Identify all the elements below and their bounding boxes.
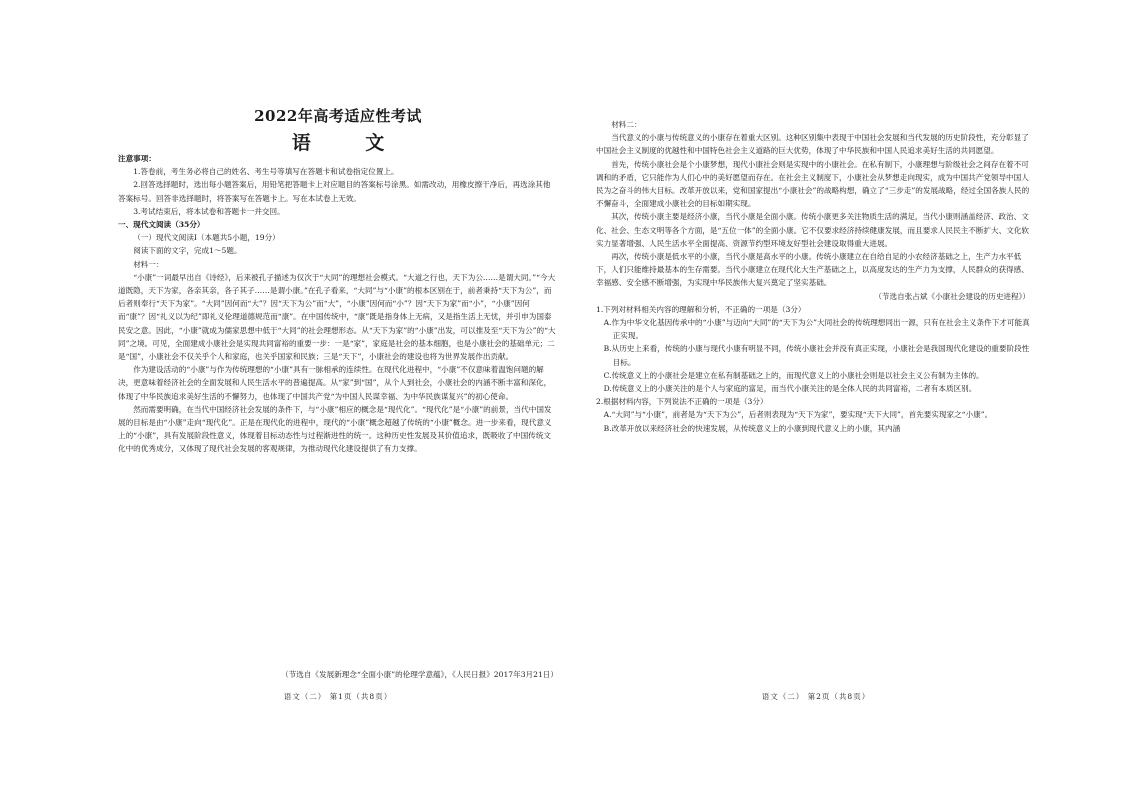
- exam-subject: 语 文: [291, 132, 409, 154]
- body-paragraph: 当代意义的小康与传统意义的小康存在着重大区别。这种区别集中表现于中国社会发展和当代发展的历史阶段性，充分彰显了中国社会主义制度的优越性和中国特色社会主义道路的巨大优势，体现了中华民族和中国人民追求美好生活的共同愿望。: [596, 133, 1029, 156]
- body-paragraph: 首先，传统小康社会是个小康梦想，现代小康社会则是实现中的小康社会。在私有制下，小康理想与阶级社会之间存在着不可调和的矛盾，它只能作为人们心中的美好愿望而存在。在社会主义制度下，小康社会从梦想走向现实，成为中国共产党领导中国人民为之奋斗的伟大目标。改革开放以来，党和国家提出“小康社会”的战略构想，确立了“三步走”的发展战略，经过全国各族人民的不懈奋斗，全面建成小康社会的目标如期实现。: [596, 159, 1030, 209]
- question-option: A.“大同”与“小康”，前者是为“天下为公”，后者则表现为“天下为家”，要实现“天下大同”，首先要实现家之“小康”。: [603, 410, 993, 420]
- source-citation: （节选自《发展新理念“全面小康”的伦理学意蕴》，《人民日报》2017年3月21日）: [281, 670, 558, 679]
- question-option: A.作为中华文化基因传承中的“小康”与迈向“大同”的“天下为公”大同社会的传统理想同出一源，只有在社会主义条件下才可能真正实现。: [603, 318, 1030, 341]
- instruction-text: 阅读下面的文字，完成1～5题。: [133, 246, 242, 256]
- body-paragraph: 其次，传统小康主要是经济小康，当代小康是全面小康。传统小康更多关注物质生活的满足，当代小康则涵盖经济、政治、文化、社会、生态文明等各个方面，是“五位一体”的全面小康。它不仅要求经济持续健康发展，而且要求人民民主不断扩大、文化软实力显著增强、人民生活水平全面提高、资源节约型环境友好型社会建设取得重大进展。: [596, 212, 1030, 248]
- source-citation: （节选自张占斌《小康社会建设的历史进程》）: [874, 291, 1030, 301]
- body-paragraph: 作为建设活动的“小康”与作为传统理想的“小康”具有一脉相承的连续性。在现代化进程中，“小康”不仅意味着温饱问题的解决，更意味着经济社会的全面发展和人民生活水平的普遍提高。从“家”到“国”，从个人到社会，小康社会的内涵不断丰富和深化，体现了中华民族追求美好生活的不懈努力，也体现了中国共产党“为中国人民谋幸福、为中华民族谋复兴”的初心使命。: [118, 365, 552, 401]
- subsection-heading: （一）现代文阅读Ⅰ（本题共5小题，19分）: [133, 233, 280, 243]
- exam-title: 2022年高考适应性考试: [254, 107, 422, 125]
- page-footer: 语文（二） 第2页（共8页）: [761, 692, 871, 701]
- body-paragraph: “小康”一词最早出自《诗经》，后来被孔子描述为仅次于“大同”的理想社会模式。“大道之行也，天下为公……是谓大同。”“今大道既隐，天下为家，各亲其亲，各子其子……是谓小康。”在孔子看来，“大同”与“小康”的根本区别在于，前者秉持“天下为公”，而后者则奉行“天下为家”。“大同”因何而“大”？因“天下为公”而“大”，“小康”因何而“小”？因“天下为家”而“小”，“小康”因何而“康”？因“礼义以为纪”即礼义伦理道德规范而“康”。在中国传统中，“康”既是指身体上无病，又是指生活上无忧，并引申为国泰民安之意。因此，“小康”就成为儒家思想中低于“大同”的社会理想形态。从“天下为家”的“小康”出发，可以推及至“天下为公”的“大同”之境。可见，全面建成小康社会是实现共同富裕的重要一步：一是“家”，家庭是社会的基本细胞，也是小康社会的基础单元；二是“国”，小康社会不仅关乎个人和家庭，也关乎国家和民族；三是“天下”，小康社会的建设也将为世界发展作出贡献。: [118, 272, 556, 362]
- right-body: [596, 118, 1036, 683]
- question-stem: 2.根据材料内容，下列说法不正确的一项是（3分）: [596, 397, 768, 407]
- material-label: 材料一：: [133, 259, 164, 269]
- material-label: 材料二：: [611, 120, 642, 129]
- question-stem: 1.下列对材料相关内容的理解和分析，不正确的一项是（3分）: [596, 304, 806, 314]
- page-footer: 语文（二） 第1页（共8页）: [283, 692, 393, 701]
- notice-item: 2.回答选择题时，选出每小题答案后，用铅笔把答题卡上对应题目的答案标号涂黑。如需改动，用橡皮擦干净后，再选涂其他答案标号。回答非选择题时，将答案写在答题卡上。写在本试卷上无效。: [118, 180, 551, 203]
- page-left: [118, 0, 558, 794]
- body-paragraph: 再次，传统小康是低水平的小康，当代小康是高水平的小康。传统小康建立在自给自足的小农经济基础之上，生产力水平低下，人们只能维持最基本的生存需要。当代小康建立在现代化大生产基础之上，以高度发达的生产力为支撑，人民群众的获得感、幸福感、安全感不断增强，为实现中华民族伟大复兴奠定了坚实基础。: [596, 252, 1029, 288]
- page-right: [596, 0, 1036, 794]
- question-option: B.从历史上来看，传统的小康与现代小康有明显不同，传统小康社会并没有真正实现，小康社会是我国现代化建设的重要阶段性目标。: [603, 344, 1030, 367]
- notice-item: 3.考试结束后，将本试卷和答题卡一并交回。: [133, 206, 285, 216]
- body-paragraph: 然而需要明确，在当代中国经济社会发展的条件下，与“小康”相应的概念是“现代化”。“现代化”是“小康”的前景，当代中国发展的目标是由“小康”走向“现代化”。正是在现代化的进程中，现代的“小康”概念超越了传统的“小康”概念。进一步来看，现代意义上的“小康”，具有发展阶段性意义，体现着目标动态性与过程渐进性的统一。这种历史性发展及其价值追求，既吸收了中国传统文化中的优秀成分，又体现了现代社会发展的客观规律，为推动现代化建设提供了有力支撑。: [118, 404, 552, 454]
- notice-item: 1.答卷前，考生务必将自己的姓名、考生号等填写在答题卡和试卷指定位置上。: [133, 167, 399, 177]
- notice-heading: 注意事项：: [118, 154, 156, 163]
- section-heading: 一、现代文阅读（35分）: [118, 220, 205, 230]
- left-body: [118, 152, 558, 662]
- question-option: B.改革开放以来经济社会的快速发展，从传统意义上的小康到现代意义上的小康，其内涵: [603, 423, 901, 433]
- question-option: D.传统意义上的小康关注的是个人与家庭的富足，而当代小康关注的是全体人民的共同富裕，二者有本质区别。: [603, 384, 977, 394]
- question-option: C.传统意义上的小康社会是建立在私有制基础之上的，而现代意义上的小康社会则是以社会主义公有制为主体的。: [603, 370, 984, 380]
